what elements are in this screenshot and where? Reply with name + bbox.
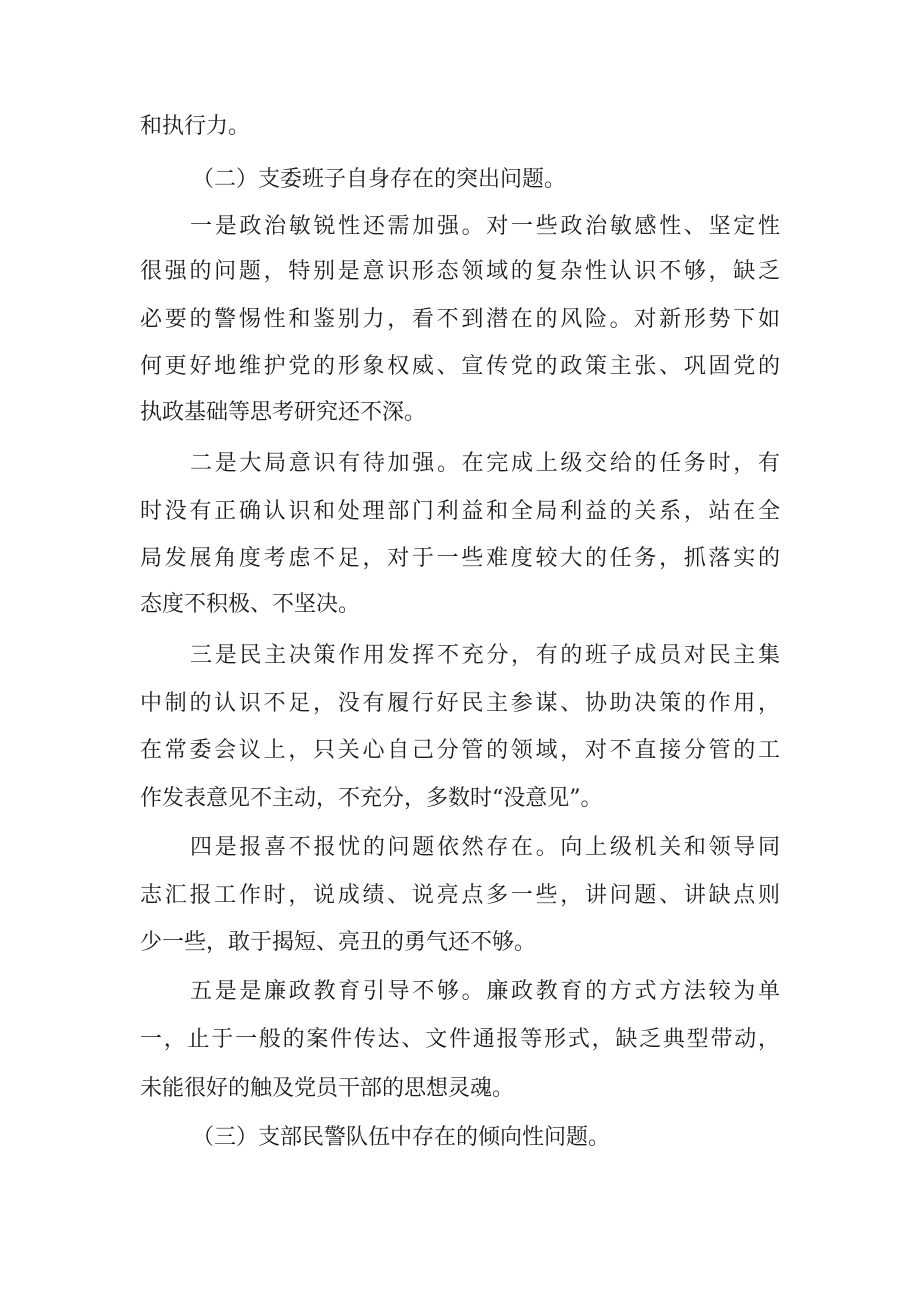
paragraph-line: 未能很好的触及党员干部的思想灵魂。: [140, 1076, 515, 1101]
paragraph-line: 五是是廉政教育引导不够。廉政教育的方式方法较为单: [190, 979, 780, 1004]
paragraph-line: 作发表意见不主动，不充分，多数时“没意见”。: [140, 786, 603, 811]
section-heading: （三）支部民警队伍中存在的倾向性问题。: [192, 1125, 611, 1150]
paragraph-line: 志汇报工作时，说成绩、说亮点多一些，讲问题、讲缺点则: [140, 883, 780, 908]
paragraph-line: 必要的警惕性和鉴别力，看不到潜在的风险。对新形势下如: [140, 307, 780, 332]
paragraph-line: 在常委会议上，只关心自己分管的领域，对不直接分管的工: [140, 738, 780, 763]
paragraph-line: 三是民主决策作用发挥不充分，有的班子成员对民主集: [190, 643, 780, 668]
paragraph-line: 四是报喜不报忧的问题依然存在。向上级机关和领导同: [190, 835, 780, 860]
section-heading: （二）支委班子自身存在的突出问题。: [192, 167, 567, 192]
paragraph-line: 何更好地维护党的形象权威、宣传党的政策主张、巩固党的: [140, 354, 780, 379]
text-line: 和执行力。: [140, 114, 251, 139]
paragraph-line: 一是政治敏锐性还需加强。对一些政治敏感性、坚定性: [190, 214, 780, 239]
paragraph-line: 态度不积极、不坚决。: [140, 592, 361, 617]
paragraph-line: 少一些，敢于揭短、亮丑的勇气还不够。: [140, 930, 537, 955]
paragraph-line: 执政基础等思考研究还不深。: [140, 400, 427, 425]
paragraph-line: 时没有正确认识和处理部门利益和全局利益的关系，站在全: [140, 499, 780, 524]
paragraph-line: 二是大局意识有待加强。在完成上级交给的任务时，有: [190, 451, 780, 476]
paragraph-line: 一，止于一般的案件传达、文件通报等形式，缺乏典型带动，: [140, 1027, 780, 1052]
paragraph-line: 局发展角度考虑不足，对于一些难度较大的任务，抓落实的: [140, 546, 780, 571]
paragraph-line: 中制的认识不足，没有履行好民主参谋、协助决策的作用，: [140, 691, 780, 716]
paragraph-line: 很强的问题，特别是意识形态领域的复杂性认识不够，缺乏: [140, 259, 780, 284]
